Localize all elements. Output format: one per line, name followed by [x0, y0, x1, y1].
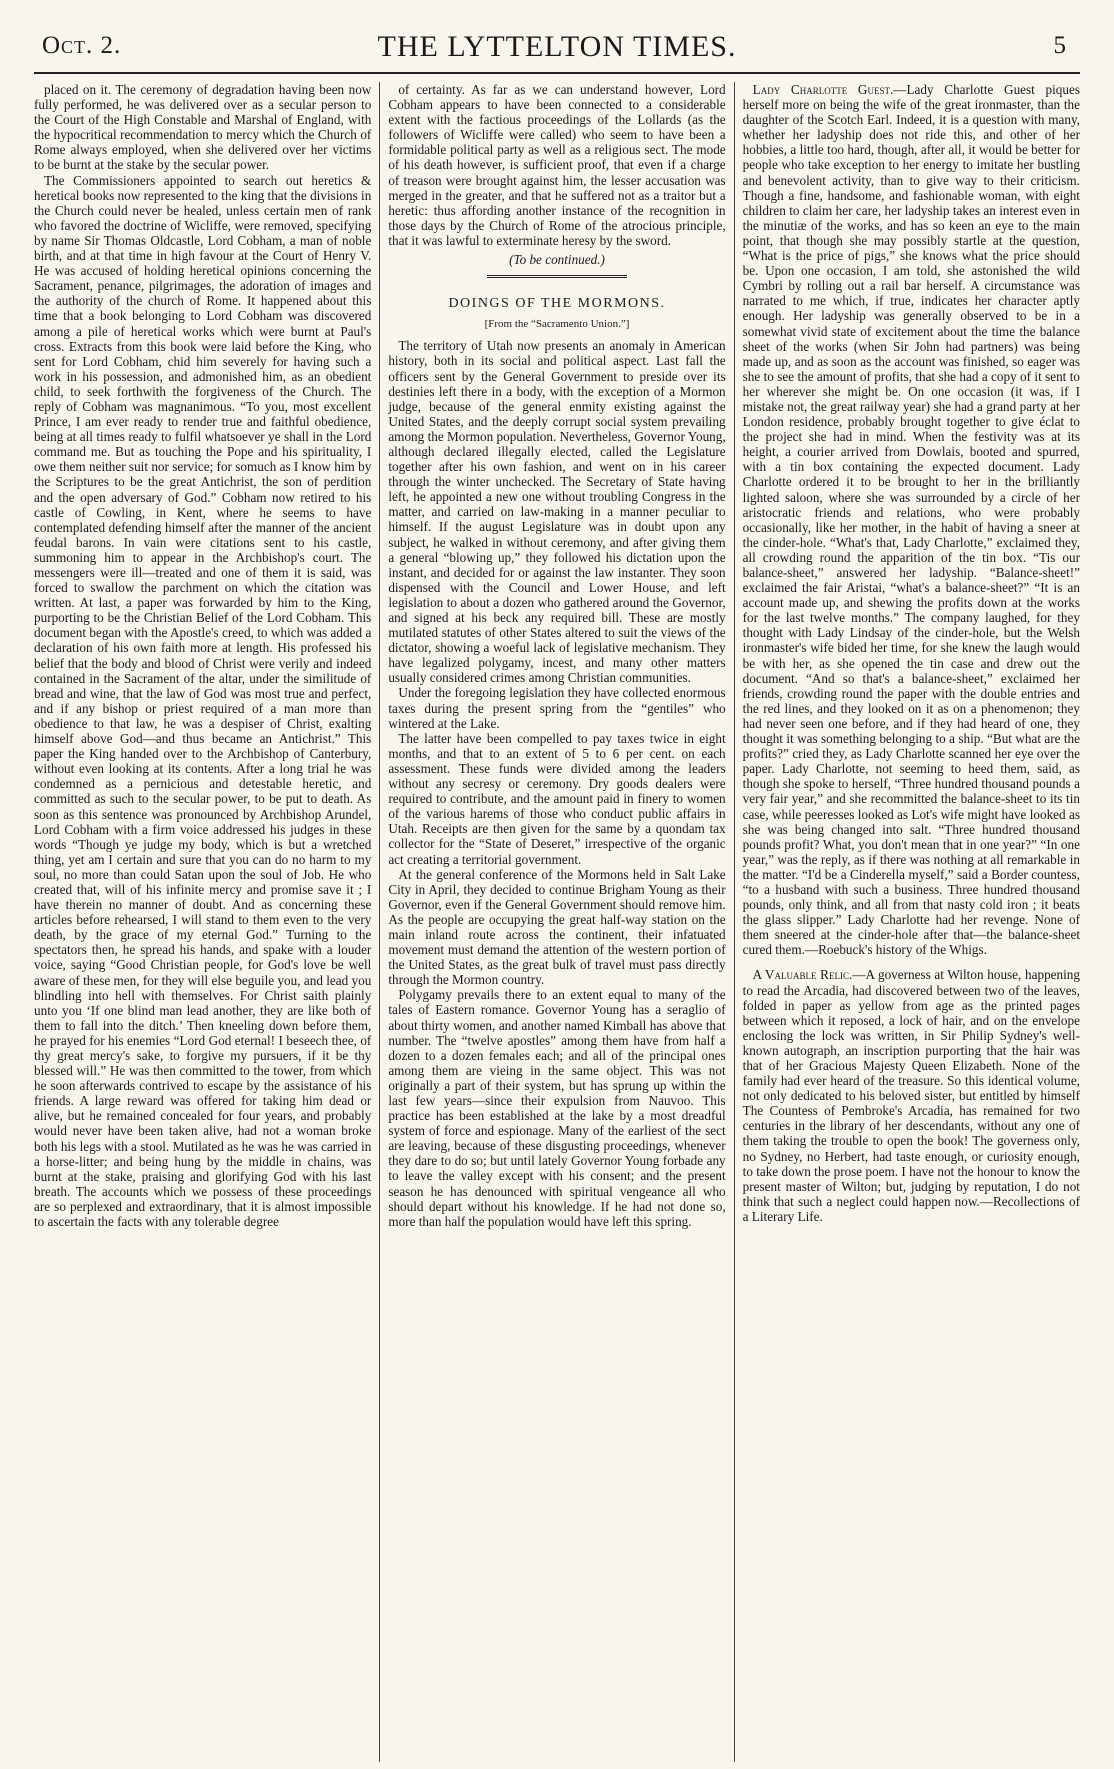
article-lead-in: A Valuable Relic. [752, 967, 853, 983]
column-2 [380, 82, 734, 1762]
to-be-continued-note: (To be continued.) [509, 252, 605, 268]
article-paragraph: At the general conference of the Mormons held in Salt Lake City in April, they decided to continue Brigham Young as their Governor, even if the General Government should remove him. As the people are occupying the great half-way station on the main inland route across the continent, their infatuated movement must demand the attention of the western portion of the United States, as the great bulk of travel must pass directly through the Mormon country. [388, 866, 726, 988]
article-paragraph: Polygamy prevails there to an extent equal to many of the tales of Eastern romance. Governor Young has a seraglio of about thirty women, and another named Kimball has above that number. The “twelve apostles” among them have from half a dozen to a dozen females each; and all of the principal ones among them are vieing in the same object. This was not originally a part of their system, but has sprung up within the last few years—since their expulsion from Nauvoo. This practice has been established at the lake by a most dreadful system of force and espionage. Many of the earliest of the sect are leaving, because of these disgusting proceedings, whenever they dare to do so; but until lately Governor Young forbade any to leave the valley except with his consent; and the present season he has denounced with spiritual vengeance all who should depart without his knowledge. If he had not done so, more than half the population would have left this spring. [388, 987, 726, 1229]
article-body: —Lady Charlotte Guest piques herself more on being the wife of the great ironmaster, than the daughter of the Scotch Earl. Indeed, it is a question with many, whether her ladyship does not ride this, and other of her hobbies, a little too hard, though, after all, it would be better for people who take exception to her energy to imitate her bustling and benevolent activity, than to give way to their criticism. Though a fine, handsome, and fashionable woman, with eight children to claim her care, her ladyship takes an interest even in the minutiæ of the works, and has so keen an eye to the main point, that though she may possibly startle at the question, “What is the price of pigs,” she knows what the price should be. Upon one occasion, I am told, she astonished the wild Cymbri by rolling out a rail bar herself. A circumstance was narrated to me which, if true, indicates her character aptly enough. Her ladyship was generally observed to be in a somewhat vivid state of excitement about the time the balance sheet of the works (when Sir John had partners) was being made up, and as soon as the account was finished, so eager was she to see the amount of profits, that she had a copy of it sent to her wherever she might be. On one occasion (it was, if I mistake not, the great railway year) she had a grand party at her London residence, probably brought together to give éclat to the project she had in mind. When the festivity was at its height, a courier arrived from Dowlais, booted and spurred, with a tin box containing the expected document. Lady Charlotte ordered it to be brought to her in the brilliantly lighted saloon, where she was surrounded by a circle of her aristocratic friends and relations, who were probably occasionally, like her mother, in the habit of having a sneer at the cinder-hole. “What's that, Lady Charlotte,” exclaimed they, all crowding round the apparition of the tin box. “Tis our balance-sheet,” answered her ladyship. “Balance-sheet!” exclaimed the fair Aristai, “what's a balance-sheet?” “It is an account made up, and shewing the profits down at the works for the last twelve months.” The company laughed, for they thought with Lady Lindsay of the cinder-hole, but the Welsh ironmaster's wife bided her time, for she knew the laugh would be with her, as she opened the tin case and drew out the document. “And so that's a balance-sheet,” exclaimed her friends, crowding round the paper with the double entries and the red lines, and they looked on it as on a phenomenon; they had never seen one before, and if they had heard of one, they thought it was something belonging to a ship. “But what are the profits?” cried they, as Lady Charlotte scanned her eye over the paper. Lady Charlotte, not seeming to heed them, said, as though she spoke to herself, “Three hundred thousand pounds a very fair year,” and she recommitted the balance-sheet to its tin case, while peeresses looked as Lot's wife might have looked as she was being changed into salt. “Three hundred thousand pounds profit? What, you don't mean that in one year?” “In one year,” was the reply, as if there was nothing at all remarkable in the matter. “I'd be a Cinderella myself,” said a Border countess, “to a husband with such a business. Three hundred thousand pounds, only think, and all from that nasty cold iron ; it beats the glass slipper.” Lady Charlotte had her revenge. None of them sneered at the cinder-hole after that—the balance-sheet cured them.—Roebuck's history of the Whigs. [742, 82, 1080, 958]
article-paragraph: of certainty. As far as we can understand however, Lord Cobham appears to have been connected to a considerable extent with the factious proceedings of the Lollards (as the followers of Wicliffe were called) who seem to have been a formidable political party as well as a religious sect. The mode of his death however, is sufficient proof, that even if a charge of treason were brought against him, the lesser accusation was merged in the greater, and that he suffered not as a traitor but a heretic: thus affording another instance of the recognition in those days by the Church of Rome of the atrocious principle, that it was lawful to exterminate heresy by the sword. [388, 82, 726, 248]
article-source: [From the “Sacramento Union.”] [484, 318, 630, 331]
article-paragraph: The territory of Utah now presents an anomaly in American history, both in its social and political aspect. Last fall the officers sent by the General Government to preside over its destinies left there in a body, with the exception of a Mormon judge, because of the general enmity existing against the United States, and the deeply corrupt social system prevailing among the Mormon population. Nevertheless, Governor Young, although declared illegally elected, called the Legislature together after his own fashion, and went on in his career through the winter unchecked. The Secretary of State having left, he appointed a new one without troubling Congress in the matter, and carried on law-making in a manner peculiar to himself. If the august Legislature was in doubt upon any subject, he walked in without ceremony, and after giving them a general “blowing up,” they followed his dictation upon the instant, and decided for or against the law instanter. They soon dispensed with the Council and Lower House, and left legislation to about a dozen who gathered around the Governor, and signed at his beck any required bill. These are mostly mutilated statutes of other States altered to suit the views of the dictator, showing a woeful lack of legislative mechanism. They have legalized polygamy, incest, and many other matters usually considered crimes among Christian communities. [388, 338, 726, 686]
column-3 [735, 82, 1080, 1762]
spacer [743, 957, 1080, 967]
page-number: 5 [1053, 32, 1066, 59]
article-separator [487, 275, 627, 278]
article-paragraph [743, 82, 1080, 957]
issue-date: Oct. 2. [42, 32, 122, 59]
article-headline: DOINGS OF THE MORMONS. [448, 296, 666, 312]
columns [34, 82, 1080, 1762]
masthead-rule [34, 72, 1080, 74]
masthead [34, 26, 1080, 70]
article-lead-in: Lady Charlotte Guest. [752, 82, 894, 97]
article-paragraph: placed on it. The ceremony of degradation having been now fully performed, he was delivered over as a secular person to the Court of the High Constable and Marshal of England, with the hypocritical recommendation to mercy which the Church of Rome always employed, when she delivered over her victims to be burnt at the stake by the secular power. [34, 82, 372, 173]
article-paragraph: The Commissioners appointed to search out heretics & heretical books now represented to the king that the divisions in the Church could never be healed, unless certain men of rank who favored the doctrine of Wicliffe, were removed, specifying by name Sir Thomas Oldcastle, Lord Cobham, a man of noble birth, and at that time in high favour at the Court of Henry V. He was accused of holding heretical opinions concerning the Sacrament, penance, pilgrimages, the adoration of images and the authority of the church of Rome. It happened about this time that a book belonging to Lord Cobham was discovered among a pile of heretical works which were burnt at Paul's cross. Extracts from this book were laid before the King, who sent for Lord Cobham, chid him severely for having such a work in his possession, and admonished him, as an obedient child, to seek forthwith the forgiveness of the Church. The reply of Cobham was magnanimous. “To you, most excellent Prince, I am ever ready to render true and faithful obedience, being at all times ready to fulfil whatsoever ye shall in the Lord command me. But as touching the Pope and his spirituality, I owe them neither suit nor service; for somuch as I know him by the Scriptures to be the great Antichrist, the son of perdition and the open adversary of God.” Cobham now retired to his castle of Cowling, in Kent, where he seems to have contemplated defending himself after the manner of the ancient feudal barons. In vain were citations sent to his castle, summoning him to appear in the Archbishop's court. The messengers were ill—treated and one of them it is said, was forced to swallow the parchment on which the citation was written. At last, a paper was forwarded by him to the King, purporting to be the Christian Belief of the Lord Cobham. This document began with the Apostle's creed, to which was added a declaration of his own faith more at length. His professed his belief that the body and blood of Christ were verily and indeed contained in the Sacrament of the altar, under the similitude of bread and wine, that the law of God was most true and perfect, and if any bishop or priest required of a man more than obedience to that law, he was a despiser of Christ, exalting himself above God—and thus became an Antichrist.” This paper the King handed over to the Archbishop of Canterbury, without even looking at its contents. After a long trial he was condemned as a pernicious and detestable heretic, and committed as such to the secular power, to be put to death. As soon as this sentence was pronounced by Archbishop Arundel, Lord Cobham with a firm voice addressed his judges in these words “Though ye judge my body, which is but a wretched thing, yet am I certain and sure that you can do no harm to my soul, no more than could Satan upon the soul of Job. He who created that, will of his infinite mercy and promise save it ; I have therein no manner of doubt. And as concerning these articles before rehearsed, I will stand to them even to the very death, by the grace of my eternal God.” Turning to the spectators then, he spread his hands, and spake with a louder voice, saying “Good Christian people, for God's love be well aware of these men, for they will else beguile you, and lead you blindling into hell with themselves. For Christ saith plainly unto you ‘If one blind man lead another, they are like both of them to fall into the ditch.’ Then kneeling down before them, he prayed for his enemies “Lord God eternal! I beseech thee, of thy great mercy's sake, to forgive my pursuers, if it be thy blessed will.” He was then committed to the tower, from which he soon afterwards contrived to escape by the assistance of his friends. A large reward was offered for taking him dead or alive, but he remained concealed for four years, and probably would never have been taken alive, had not a woman broke both his legs with a stool. Mutilated as he was he was carried in a horse-litter; and being hung by the middle in chains, was burnt at the stake, praising and glorifying God with his last breath. The accounts which we possess of these proceedings are so perplexed and extraordinary, that it is almost impossible to ascertain the facts with any tolerable degree [34, 172, 372, 1230]
article-paragraph [743, 967, 1080, 1224]
article-paragraph: Under the foregoing legislation they have collected enormous taxes during the present spring from the “gentiles” who wintered at the Lake. [388, 685, 726, 731]
newspaper-title: THE LYTTELTON TIMES. [377, 30, 737, 63]
column-1 [34, 82, 380, 1762]
article-paragraph: The latter have been compelled to pay taxes twice in eight months, and that to an extent of 5 to 6 per cent. on each assessment. These funds were divided among the leaders without any secresy or ceremony. Dry goods dealers were required to contribute, and the amount paid in finery to women of the various harems of those who conduct public affairs in Utah. Receipts are then given for the same by a quondam tax collector for the “State of Deseret,” irrespective of the organic act creating a territorial government. [388, 730, 726, 867]
article-body: —A governess at Wilton house, happening to read the Arcadia, had discovered between two of the leaves, folded in paper as yellow from age as the printed pages between which it reposed, a lock of hair, and on the envelope enclosing the lock was written, in Sir Philip Sydney's well-known autograph, an inscription purporting that the hair was that of her Gracious Majesty Queen Elizabeth. None of the family had ever heard of the treasure. So this identical volume, not only dedicated to his beloved sister, but entitled by himself The Countess of Pembroke's Arcadia, has remained for two centuries in the library of her descendants, without any one of them taking the trouble to open the book! The governess only, no Sydney, no Herbert, had taste enough, or curiosity enough, to take down the prose poem. I have not the honour to know the present master of Wilton; but, judging by reputation, I do not think that such a neglect could happen now.—Recollections of a Literary Life. [742, 967, 1080, 1224]
